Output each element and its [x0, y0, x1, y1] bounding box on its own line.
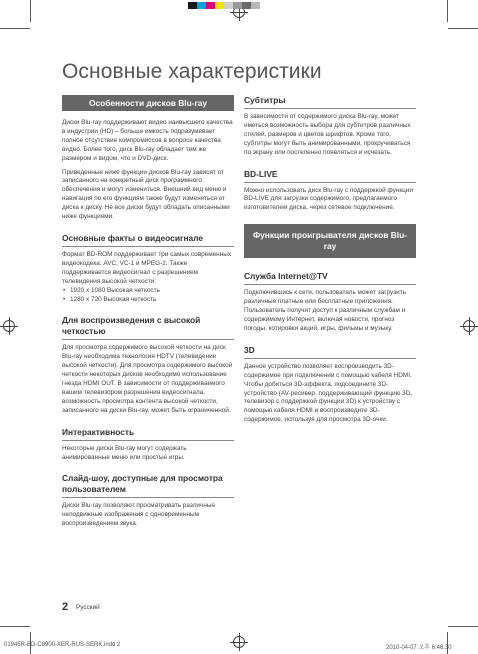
left-column: [62, 95, 234, 529]
crop-mark: [448, 28, 478, 29]
heading-hd-playback: Для воспроизведения с высокой четкостью: [62, 315, 234, 340]
registration-mark-icon: [3, 320, 15, 332]
heading-subtitles: Субтитры: [244, 95, 416, 109]
color-swatch: [242, 2, 251, 9]
crop-mark: [0, 626, 30, 627]
intro-paragraph: Диски Blu-ray поддерживают видео наивысшего качества в индустрии (HD) – больше емкость подразумевает полное отсутствие компромиссов в вопросе качества видео. Более того, диск Blu-ray обладает тем же размером и видом, что и DVD-диск.: [62, 119, 233, 162]
intro-paragraph-2: Приведенные ниже функции дисков Blu-ray зависят от записанного на конкретный диск программного обеспечения и могут измениться. Внешний вид меню и навигация по его функциям также будут изменяться от диска к диску. Не все диски будут обладать описанными ниже функциями.: [62, 168, 230, 221]
crop-mark: [447, 0, 448, 22]
color-calibration-bar: [188, 2, 260, 9]
interactivity-text: Некоторые диски Blu-ray могут содержать анимированные меню или простые игры.: [62, 444, 187, 461]
color-swatch: [188, 2, 197, 9]
bd-live-text: Можно использовать диск Blu-ray с поддержкой функции BD-LIVE для загрузки содержимого, предлагаемого изготовителем диска, через сетевое подключение.: [244, 186, 413, 212]
print-slug-timestamp: 2010-04-07 오후 6:46:30: [386, 645, 452, 651]
heading-slideshow: Слайд-шоу, доступные для просмотра пользователем: [62, 473, 234, 498]
right-column: [244, 95, 416, 425]
color-swatch: [197, 2, 206, 9]
color-swatch: [233, 2, 242, 9]
crop-mark: [30, 0, 31, 22]
heading-internet-tv: Служба Internet@TV: [244, 271, 416, 285]
heading-3d: 3D: [244, 345, 416, 359]
color-swatch: [206, 2, 215, 9]
registration-mark-icon: [233, 636, 245, 648]
registration-mark-icon: [463, 320, 475, 332]
crop-mark: [0, 28, 30, 29]
heading-video-facts: Основные факты о видеосигнале: [62, 233, 234, 247]
section-banner-bluray-features: Особенности дисков Blu-ray: [62, 95, 234, 111]
page-number: 2: [62, 601, 69, 613]
page-language: Русский: [76, 604, 100, 611]
slideshow-text: Диски Blu-ray позволяют просматривать различные неподвижные изображения с одновременным воспроизведением звука.: [62, 502, 215, 528]
page-title: Основные характеристики: [62, 60, 322, 83]
color-swatch: [224, 2, 233, 9]
print-slug-filename: 01945R-BD-C8900-XER-RUS-SERK.indd 2: [4, 642, 121, 648]
crop-mark: [448, 626, 478, 627]
hd-playback-text: Для просмотра содержимого высокой четкости на диск Blu-ray необходима технология HDTV (телевидение высокой четкости). Для просмотра содержимого высокой четкости некоторых дисков необходимо использование гнезда HDMI OUT. В зависимости от поддерживаемого вашим телевизором разрешения видеосигнала, возможность просмотра контента высокой четкости, записанного на диски Blu-ray, может быть ограниченной.: [62, 344, 233, 414]
internet-tv-text-2: Пользователь получит доступ к различным службам и содержимому Интернет, включая новости, прогноз погоды, котировки акций, игры, фильмы и музыку.: [244, 307, 406, 332]
heading-interactivity: Интерактивность: [62, 427, 234, 441]
video-facts-text: Формат BD-ROM поддерживает три самых современных видеокодека: AVC, VC-1 и MPEG-2. Также поддерживается видеосигнал с разрешением телевидения высокой четкости:: [62, 250, 232, 285]
3d-text: Данное устройство позволяет воспроизводить 3D-содержимое при подключении с помощью кабеля HDMI.: [244, 362, 412, 379]
heading-bd-live: BD-LIVE: [244, 169, 416, 183]
3d-text-2: Чтобы добиться 3D-эффекта, подсоедините 3D-устройство (AV-ресивер, поддерживающий функцию 3D, телевизор с поддержкой функции 3D) к устройству с помощью кабеля HDMI и воспроизведите 3D-содержимое, используя для просмотра 3D-очки.: [244, 380, 413, 424]
list-item: • 1920 x 1080 Высокая четкость: [62, 287, 234, 296]
subtitles-text: В зависимости от содержимого диска Blu-ray, может иметься возможность выбора для субтитров различных стилей, размеров и цветов шрифтов. Кроме того, субтитры могут быть анимированными, прокручиваться по экрану или постепенно появляться и исчезать.: [244, 113, 411, 156]
color-swatch: [251, 2, 260, 9]
section-banner-player-features: Функции проигрывателя дисков Blu-ray: [244, 224, 416, 258]
color-swatch: [215, 2, 224, 9]
internet-tv-text: Подключившись к сети, пользователь может загрузить различные платные или бесплатные приложения.: [244, 289, 406, 306]
list-item: • 1280 x 720 Высокая четкость: [62, 296, 234, 305]
